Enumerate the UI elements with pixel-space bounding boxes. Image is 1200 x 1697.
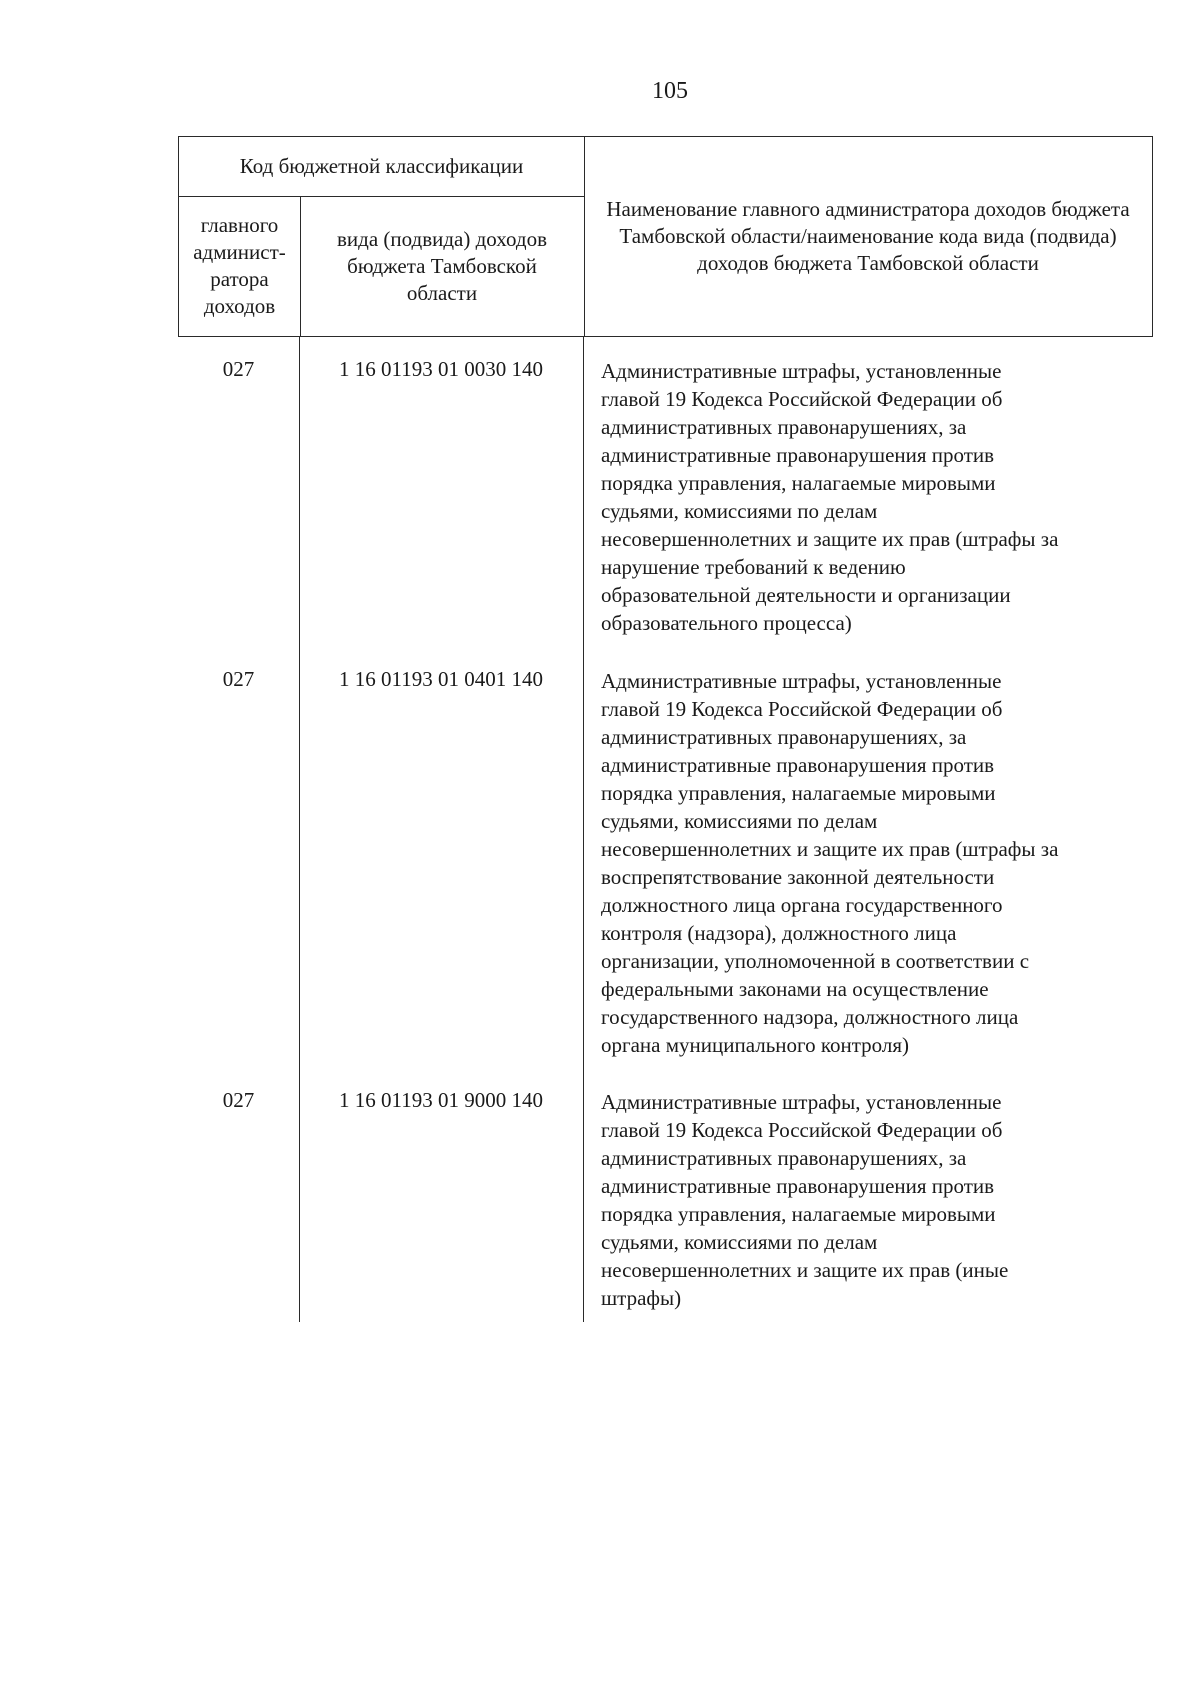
revenue-code-cell: 1 16 01193 01 9000 140 (339, 1088, 543, 1112)
revenue-code-cell: 1 16 01193 01 0401 140 (339, 667, 543, 691)
header-vida-text: вида (подвида) доходов бюджета Тамбовской области (337, 226, 547, 305)
page-number: 105 (652, 78, 688, 104)
revenue-code-cell: 1 16 01193 01 0030 140 (339, 357, 543, 381)
header-admin-label (179, 196, 300, 336)
header-vida-label (300, 196, 584, 336)
admin-code-cell: 027 (222, 357, 255, 381)
body-divider-code (583, 337, 584, 1322)
table-header (178, 136, 1153, 337)
admin-code-cell: 027 (222, 1088, 255, 1112)
header-kbk-text: Код бюджетной классификации (239, 154, 524, 178)
revenue-name-cell: Административные штрафы, установленные главой 19 Кодекса Российской Федерации об административных правонарушениях, за административные правонарушения против порядка управления, налагаемые мировыми судьями, комиссиями по делам несовершеннолетних и защите их прав (иные штрафы) (601, 1090, 1009, 1310)
revenue-name-cell: Административные штрафы, установленные главой 19 Кодекса Российской Федерации об административных правонарушениях, за административные правонарушения против порядка управления, налагаемые мировыми судьями, комиссиями по делам несовершеннолетних и защите их прав (штрафы за нарушение требований к ведению образовательной деятельности и организации образовательного процесса) (601, 359, 1059, 635)
header-name-label (584, 137, 1152, 336)
header-name-text: Наименование главного администратора доходов бюджета Тамбовской области/наименование кода вида (подвида) доходов бюджета Тамбовской области (606, 197, 1130, 275)
admin-code-cell: 027 (222, 667, 255, 691)
revenue-name-cell: Административные штрафы, установленные главой 19 Кодекса Российской Федерации об административных правонарушениях, за административные правонарушения против порядка управления, налагаемые мировыми судьями, комиссиями по делам несовершеннолетних и защите их прав (штрафы за воспрепятствование законной деятельности должностного лица органа государственного контроля (надзора), должностного лица организации, уполномоченной в соответствии с федеральными законами на осуществление государственного надзора, должностного лица органа муниципального контроля) (601, 669, 1059, 1057)
header-admin-text: главного админист- ратора доходов (193, 213, 286, 318)
header-kbk-label (179, 137, 584, 196)
body-divider-admin (299, 337, 300, 1322)
